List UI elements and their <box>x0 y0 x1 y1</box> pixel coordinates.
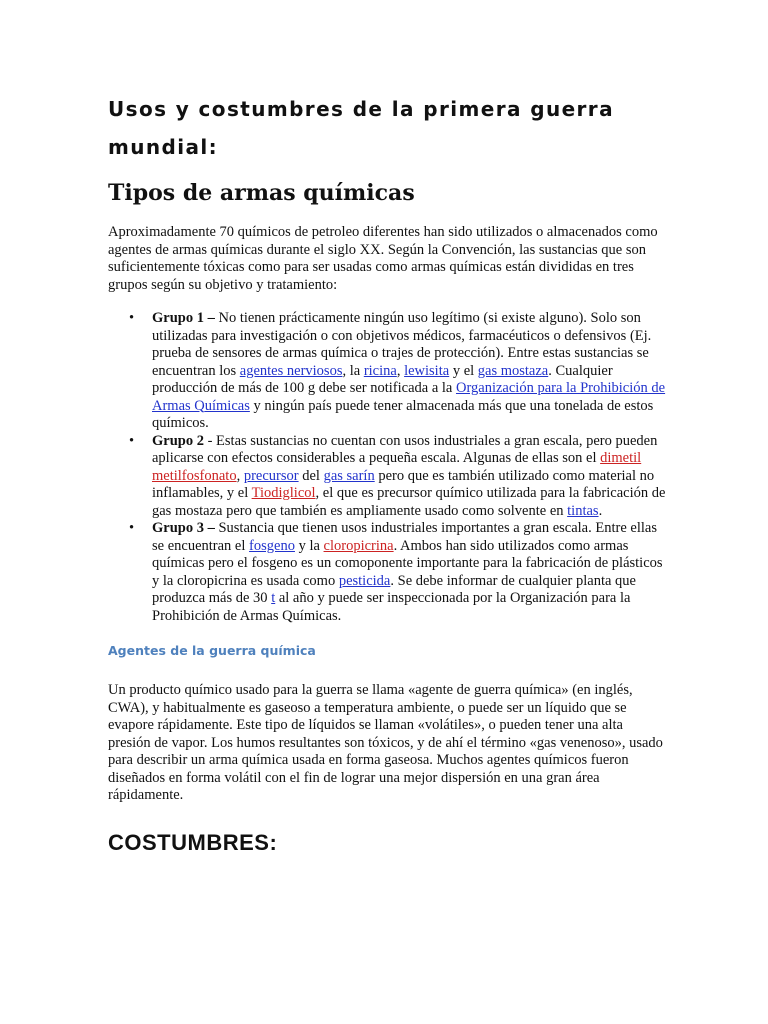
link-gas-sarin[interactable]: gas sarín <box>323 467 375 484</box>
link-lewisita[interactable]: lewisita <box>404 362 450 379</box>
group-1-text-e: . Cualquier producción de más de 100 g debe ser notificada a la <box>152 362 613 396</box>
section-subtitle: Tipos de armas químicas <box>108 180 415 206</box>
group-2-text-d: pero que es también utilizado como material no inflamables, y el <box>152 467 655 501</box>
group-2-text-b: , <box>236 467 244 484</box>
group-2-text-e: , el que es precursor químico utilizada para la fabricación de gas mostaza pero que también es ampliamente usado como solvente en <box>152 485 666 519</box>
group-2-text-c: del <box>298 467 324 484</box>
group-2-label: Grupo 2 <box>152 432 204 449</box>
link-gas-mostaza[interactable]: gas mostaza <box>477 362 549 379</box>
link-dimetil-metilfosfonato[interactable]: dimetil metilfosfonato <box>152 450 642 484</box>
group-2-text-a: - Estas sustancias no cuentan con usos industriales a gran escala, pero pueden aplicarse con efectos considerables a pequeña escala. Algunas de ellas son el <box>152 432 658 466</box>
group-1-text-a: No tienen prácticamente ningún uso legítimo (si existe alguno). Solo son utilizadas para investigación o con objetivos médicos, farmacéuticos o defensivos (Ej. prueba de sensores de armas química o trajes de protección). Entre estas sustancias se encuentran los <box>152 310 652 379</box>
link-t[interactable]: t <box>271 590 276 606</box>
group-2-text-f: . <box>598 502 603 519</box>
group-1-text-b: , la <box>342 362 364 379</box>
group-1-text-c: , <box>396 362 405 379</box>
group-1-label: Grupo 1 – <box>152 310 215 326</box>
bullet-icon: • <box>129 520 135 536</box>
group-3-label: Grupo 3 – <box>152 520 215 536</box>
group-3-text-a: Sustancia que tienen usos industriales importantes a gran escala. Entre ellas se encuentran el <box>152 520 657 554</box>
link-pesticida[interactable]: pesticida <box>338 572 391 589</box>
list-item-group-1 <box>129 310 668 433</box>
group-3-text-e: al año y puede ser inspeccionada por la Organización para la Prohibición de Armas Químicas. <box>152 590 631 624</box>
link-agentes-nerviosos[interactable]: agentes nerviosos <box>239 362 343 379</box>
group-3-text-c: . Ambos han sido utilizados como armas químicas pero el fosgeno es un comoponente importante para la fabricación de plásticos y la cloropicrina es usada como <box>152 537 663 589</box>
link-ricina[interactable]: ricina <box>363 362 397 379</box>
costumbres-heading: COSTUMBRES: <box>108 829 278 855</box>
document-title: Usos y costumbres de la primera guerra mundial: <box>108 97 614 159</box>
link-precursor[interactable]: precursor <box>243 467 299 484</box>
groups-list <box>108 310 668 625</box>
link-tintas[interactable]: tintas <box>567 502 599 519</box>
document-content <box>108 90 668 857</box>
group-3-text-d: . Se debe informar de cualquier planta que produzca más de 30 <box>152 572 636 606</box>
intro-paragraph: Aproximadamente 70 químicos de petroleo diferentes han sido utilizados o almacenados como agentes de armas químicas durante el siglo XX. Según la Convención, las sustancias que son suficientemente tóxicas como para ser usadas como armas químicas están divididas en tres grupos según su objetivo y tratamiento: <box>108 224 658 293</box>
group-3-text-b: y la <box>294 537 324 554</box>
link-fosgeno[interactable]: fosgeno <box>249 537 295 554</box>
link-cloropicrina[interactable]: cloropicrina <box>323 537 394 554</box>
bullet-icon: • <box>129 310 135 326</box>
list-item-group-3 <box>129 520 668 625</box>
group-1-text-f: y ningún país puede tener almacenada más que una tonelada de estos químicos. <box>152 397 654 431</box>
link-opaq[interactable]: Organización para la Prohibición de Armas Químicas <box>152 380 666 414</box>
link-tiodiglicol[interactable]: Tiodiglicol <box>251 485 316 501</box>
agents-paragraph: Un producto químico usado para la guerra se llama «agente de guerra química» (en inglés, CWA), y habitualmente es gaseoso a temperatura ambiente, o puede ser un líquido que se evapore rápidamente. Este tipo de líquidos se llaman «volátiles», o pueden tener una alta presión de vapor. Los humos resultantes son tóxicos, y de ahí el término «gas venenoso», usado para describir un arma química usada en forma gaseosa. Muchos agentes químicos fueron diseñados en forma volátil con el fin de lograr una mejor dispersión en una gran área rápidamente. <box>108 682 663 803</box>
group-1-text-d: y el <box>449 362 478 379</box>
list-item-group-2 <box>129 432 668 521</box>
agents-heading: Agentes de la guerra química <box>108 643 316 658</box>
bullet-icon: • <box>129 432 135 449</box>
